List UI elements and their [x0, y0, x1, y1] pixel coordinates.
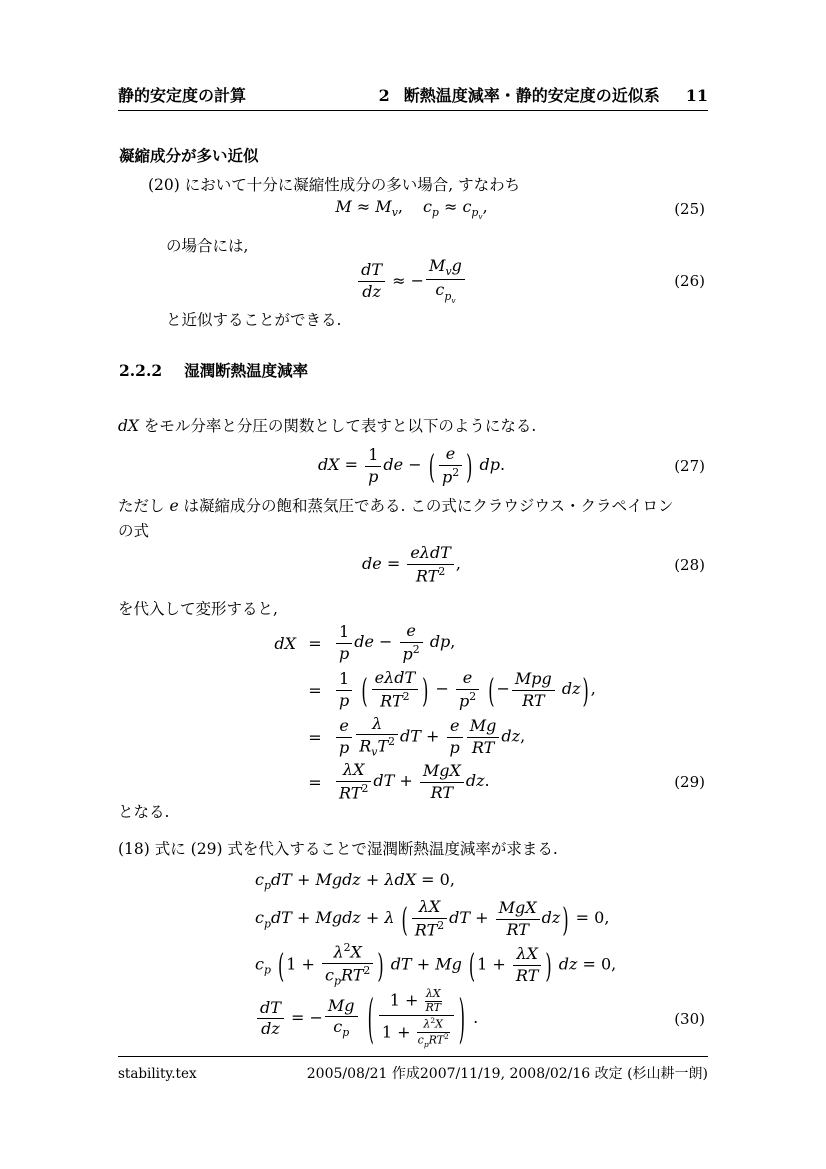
eq29-rel-4: =: [308, 772, 322, 792]
paragraph-5: ただし e は凝縮成分の飽和蒸気圧である. この式にクラウジウス・クラペイロン の式: [118, 497, 674, 540]
equation-28: [118, 539, 705, 591]
header-section-title: 断熱温度減率・静的安定度の近似系: [403, 88, 660, 105]
section-222-number: 2.2.2: [119, 361, 163, 380]
paragraph-1: (20) において十分に凝縮性成分の多い場合, すなわち: [148, 176, 521, 194]
equation-25-body: $M \approx M_v$, $c_p \approx c_{p_v}$,: [335, 196, 488, 222]
paragraph-4: dX をモル分率と分圧の関数として表すと以下のようになる.: [118, 417, 537, 435]
footer-dates: 2005/08/21 作成2007/11/19, 2008/02/16 改定 (杉山耕一朗): [306, 1066, 708, 1082]
eq30-line-1: $c_pdT$ + Mgdz + λdX = 0,: [255, 869, 455, 893]
header-left-title: 静的安定度の計算: [118, 88, 247, 105]
paragraph-7: となる.: [118, 803, 170, 821]
equation-30-row-4: [118, 988, 705, 1049]
equation-29-block: [118, 620, 705, 804]
equation-29-number: (29): [674, 773, 705, 791]
header-right-group: [379, 83, 708, 106]
eq29-rel-3: =: [308, 727, 322, 747]
equation-28-body: de = eλdT $RT^2$ ,: [362, 543, 461, 586]
section-heading-222: [119, 359, 308, 381]
footer-rule: [118, 1056, 708, 1057]
equation-30-row-1: [118, 866, 705, 896]
eq30-line-4: $\frac{dT}{dz}$ = − $\frac{Mg}{c_p}$ ( 1 + $\frac{\lambda X}{RT}$ 1 + $\lambda^2X$ $c_pRT^2$ ) .: [255, 988, 478, 1049]
equation-29-row-1: [118, 620, 705, 666]
eq29-rel-1: =: [308, 633, 322, 653]
equation-26: [118, 253, 705, 309]
equation-25: [118, 192, 705, 226]
eq30-line-3: $c_p$ ( 1 + $\lambda^2X$ $c_pRT^2$ ) dT + Mg ( 1 + $\frac{\lambda X}{RT}$ ) dz = 0,: [255, 941, 617, 988]
equation-25-number: (25): [674, 200, 705, 218]
paragraph-6: を代入して変形すると,: [118, 600, 278, 618]
header-page-number: 11: [685, 86, 708, 105]
equation-29-row-2: [118, 666, 705, 714]
paragraph-2: の場合には,: [166, 237, 249, 255]
equation-27: [118, 440, 705, 492]
eq29-rhs-4: $\frac{\lambda X}{RT^2}$ dT + MgX RT dz.: [334, 761, 490, 802]
eq29-lhs-1: dX: [274, 633, 296, 653]
footer-filename: stability.tex: [118, 1066, 197, 1082]
equation-30-row-2: [118, 896, 705, 942]
equation-30-row-3: [118, 942, 705, 988]
eq29-rhs-2: $\frac{1}{p}$ ( eλdT $RT^2$ ) − $\frac{e}{p^2}$ ( − Mpg RT dz ) ,: [334, 669, 596, 710]
heading-condense-approx: 凝縮成分が多い近似: [119, 148, 259, 165]
equation-26-body: $\frac{dT}{dz}$ ≈ − $M_vg$ $c_{p_v}$: [356, 257, 467, 306]
equation-28-number: (28): [674, 556, 705, 574]
page-footer: [118, 1063, 708, 1083]
equation-30-number: (30): [674, 1009, 705, 1028]
equation-27-body: dX = $\frac{1}{p}$ de − ( $\frac{e}{p^2}$ ) dp.: [317, 444, 506, 487]
equation-30-block: [118, 866, 705, 1049]
page-header: [118, 83, 708, 106]
equation-26-number: (26): [674, 272, 705, 290]
paragraph-3: と近似することができる.: [166, 311, 342, 329]
eq29-rhs-3: $\frac{e}{p}$ λ $R_vT^2$ dT + $\frac{e}{p}$ $\frac{Mg}{RT}$ dz,: [334, 715, 525, 759]
paragraph-8: (18) 式に (29) 式を代入することで湿潤断熱温度減率が求まる.: [118, 840, 558, 858]
equation-29-row-3: [118, 714, 705, 760]
header-rule: [118, 110, 708, 111]
eq30-line-2: $c_pdT$ + Mgdz + λ ( $\frac{\lambda X}{RT^2}$ dT + MgX RT dz ) = 0,: [255, 897, 610, 940]
header-section-number: 2: [378, 86, 390, 105]
eq29-rel-2: =: [308, 680, 322, 700]
equation-27-number: (27): [674, 457, 705, 475]
eq29-rhs-1: $\frac{1}{p}$ de − $\frac{e}{p^2}$ dp,: [334, 622, 455, 663]
section-222-title: 湿潤断熱温度減率: [184, 363, 309, 380]
equation-29-row-4: [118, 760, 705, 804]
